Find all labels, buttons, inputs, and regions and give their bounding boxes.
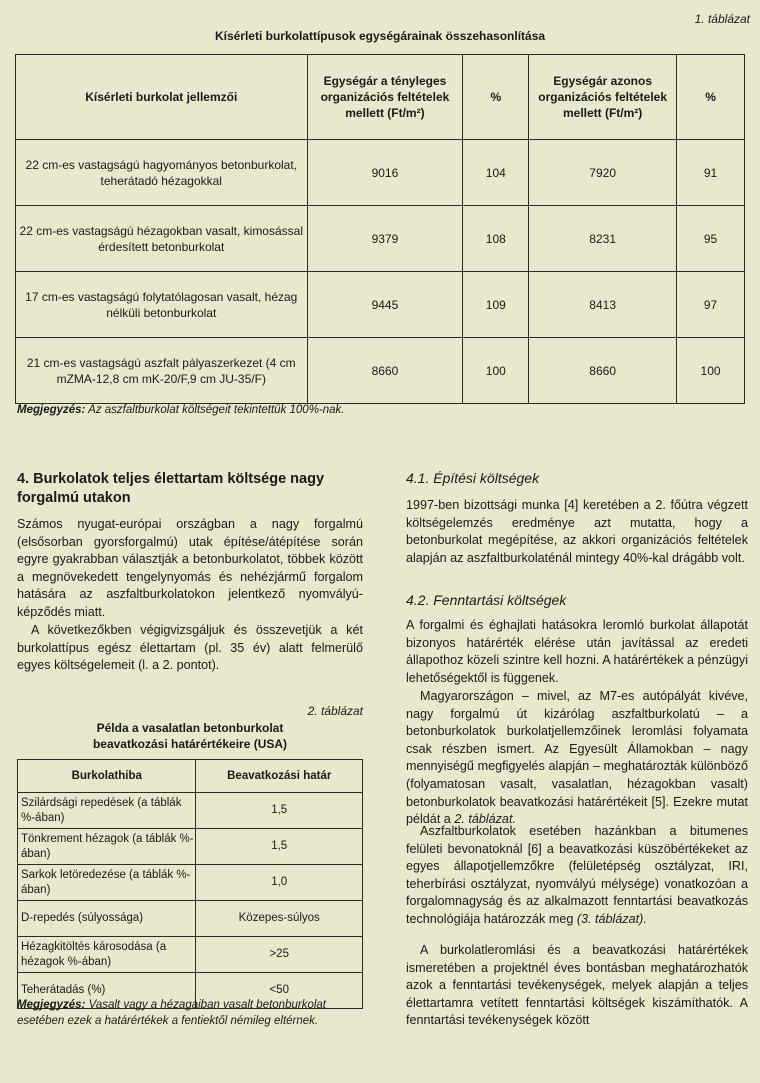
- section41-heading: 4.1. Építési költségek: [406, 470, 540, 486]
- table1-header-cell: Egységár a tényleges organizációs feltételek mellett (Ft/m²): [307, 55, 463, 140]
- table1-label: 1. táblázat: [694, 12, 750, 26]
- table-cell: 8413: [529, 272, 677, 338]
- table2-label: 2. táblázat: [307, 704, 363, 718]
- section41-paragraph: 1997-ben bizottsági munka [4] keretében a 2. főútra végzett költségelemzés eredménye azt mutatta, hogy a betonburkolat megépítése, az akkori organizációs feltételek alapján az aszfaltburkolaténál mintegy 40%-kal drágább volt.: [406, 498, 748, 565]
- paragraph-text: Magyarországon – mivel, az M7-es autópályát kivéve, nagy forgalmú út kizárólag aszfaltburkolatú – a betonburkolatok burkolatjellemzőinek leromlási folyamata csak részben ismert. Az Egyesült Államokban – nagy mennyiségű megfigyelés alapján – meghatározták különböző (folyamatosan vasalt, vasalatlan, hézagokban vasalt) betonburkolatok beavatkozási határértékeit [5]. Ezekre mutat példát a: [406, 689, 748, 827]
- table1-header-cell: %: [463, 55, 529, 140]
- table2-header-row: [18, 760, 363, 793]
- table-row: [18, 829, 363, 865]
- table-cell: 9016: [307, 140, 463, 206]
- note-label: Megjegyzés:: [17, 999, 86, 1011]
- section4-heading: 4. Burkolatok teljes élettartam költsége nagy forgalmú utakon: [17, 471, 325, 506]
- table1-note: [17, 404, 345, 416]
- section42-heading: 4.2. Fenntartási költségek: [406, 592, 567, 608]
- note-label: Megjegyzés:: [17, 404, 86, 416]
- table-cell: Közepes-súlyos: [196, 901, 363, 937]
- note-text: Vasalt vagy a hézagaiban vasalt betonburkolat esetében ezek a határértékek a fentiektől némileg eltérnek.: [17, 999, 326, 1027]
- table-cell: 97: [677, 272, 745, 338]
- table2-note: [17, 997, 363, 1029]
- section42-paragraph: A burkolatleromlási és a beavatkozási határértékek ismeretében a projektnél éves bontásban meghatározhatók azok a fenntartási tevékenységek, melyek alapján a teljes élettartamra vetített fenntartási költségek kiszámíthatók. A fenntartási tevékenységek között: [406, 943, 748, 1028]
- table-cell: 109: [463, 272, 529, 338]
- table-cell: 8231: [529, 206, 677, 272]
- table2-title: [17, 720, 363, 752]
- table-cell: 1,5: [196, 793, 363, 829]
- table2-title-line: Példa a vasalatlan betonburkolat: [96, 721, 284, 735]
- table1-title: Kísérleti burkolattípusok egységárainak összehasonlítása: [214, 29, 546, 43]
- section4-paragraph: Számos nyugat-európai országban a nagy forgalmú (elsősorban gyorsforgalmú) utak építése/átépítése során egyre gyakrabban választják a betonburkolatot, többek között a megnövekedett tengelynyomás és nehézjármű forgalom hatására az aszfaltburkolatokon jelentkező nyomvályú-képződés miatt.: [17, 517, 363, 619]
- table-cell: 100: [677, 338, 745, 404]
- table1-header-cell: Kísérleti burkolat jellemzői: [16, 55, 308, 140]
- table-cell: Hézagkitöltés károsodása (a hézagok %-ában): [18, 937, 196, 973]
- table-cell: 17 cm-es vastagságú folytatólagosan vasalt, hézag nélküli betonburkolat: [16, 272, 308, 338]
- table-cell: 108: [463, 206, 529, 272]
- table-cell: 95: [677, 206, 745, 272]
- table-row: [18, 901, 363, 937]
- table-cell: 1,5: [196, 829, 363, 865]
- table2-title-line: beavatkozási határértékeire (USA): [92, 737, 288, 751]
- table-cell: 91: [677, 140, 745, 206]
- table-cell: >25: [196, 937, 363, 973]
- table-row: [16, 338, 745, 404]
- table-cell: Szilárdsági repedések (a táblák %-ában): [18, 793, 196, 829]
- table-cell: 100: [463, 338, 529, 404]
- section42-paragraph: [406, 823, 748, 929]
- table-cell: Teherátadás (%): [18, 973, 196, 1009]
- table-cell: 21 cm-es vastagságú aszfalt pályaszerkezet (4 cm mZMA-12,8 cm mK-20/F,9 cm JU-35/F): [16, 338, 308, 404]
- section42-paragraph: A forgalmi és éghajlati hatásokra leromló burkolat állapotát bizonyos határérték elérése után javítással az eredeti állapothoz közeli szintre kell hozni. A határértékek a pénzügyi lehetőségektől is függenek.: [406, 618, 748, 685]
- table-cell: 7920: [529, 140, 677, 206]
- table-row: [16, 206, 745, 272]
- table1-header-cell: %: [677, 55, 745, 140]
- table-cell: 22 cm-es vastagságú hagyományos betonburkolat, teherátadó hézagokkal: [16, 140, 308, 206]
- table-cell: 22 cm-es vastagságú hézagokban vasalt, kimosással érdesített betonburkolat: [16, 206, 308, 272]
- table-cell: Tönkrement hézagok (a táblák %-ában): [18, 829, 196, 865]
- note-text: Az aszfaltburkolat költségeit tekintettük 100%-nak.: [85, 404, 345, 416]
- table-cell: 8660: [529, 338, 677, 404]
- table-cell: 104: [463, 140, 529, 206]
- table-row: [16, 272, 745, 338]
- table1-header-row: [16, 55, 745, 140]
- table-row: [18, 793, 363, 829]
- table-cell: 8660: [307, 338, 463, 404]
- table-cell: D-repedés (súlyossága): [18, 901, 196, 937]
- table-row: [18, 865, 363, 901]
- table1-header-cell: Egységár azonos organizációs feltételek mellett (Ft/m²): [529, 55, 677, 140]
- table1: [15, 54, 745, 404]
- table-row: [16, 140, 745, 206]
- table-cell: Sarkok letöredezése (a táblák %-ában): [18, 865, 196, 901]
- section4-paragraph: A következőkben végigvizsgáljuk és összevetjük a két burkolattípus egész élettartam (pl. 35 év) alatt felmerülő egyes költségelemeit (l. a 2. pontot).: [17, 623, 363, 673]
- table2-header-cell: Beavatkozási határ: [196, 760, 363, 793]
- section42-paragraph: [406, 688, 748, 829]
- table-cell: 9379: [307, 206, 463, 272]
- table-reference: (3. táblázat).: [576, 911, 647, 926]
- paragraph-text: Aszfaltburkolatok esetében hazánkban a bitumenes felületi bevonatoknál [6] a beavatkozási küszöbértékeket az egyes állapotjellemzőkre (felületépség osztályzat, IRI, teherbírási osztályzat, nyomvályú mélysége) vonatkozóan a forgalomnagyság és az alkalmazott fenntartási beavatkozás technológiája határozzák meg: [406, 824, 748, 926]
- table-cell: 1,0: [196, 865, 363, 901]
- table-cell: 9445: [307, 272, 463, 338]
- table2-header-cell: Burkolathiba: [18, 760, 196, 793]
- table-row: [18, 937, 363, 973]
- table-cell: <50: [196, 973, 363, 1009]
- table2: [17, 759, 363, 1009]
- table-reference: 2. táblázat.: [454, 812, 516, 827]
